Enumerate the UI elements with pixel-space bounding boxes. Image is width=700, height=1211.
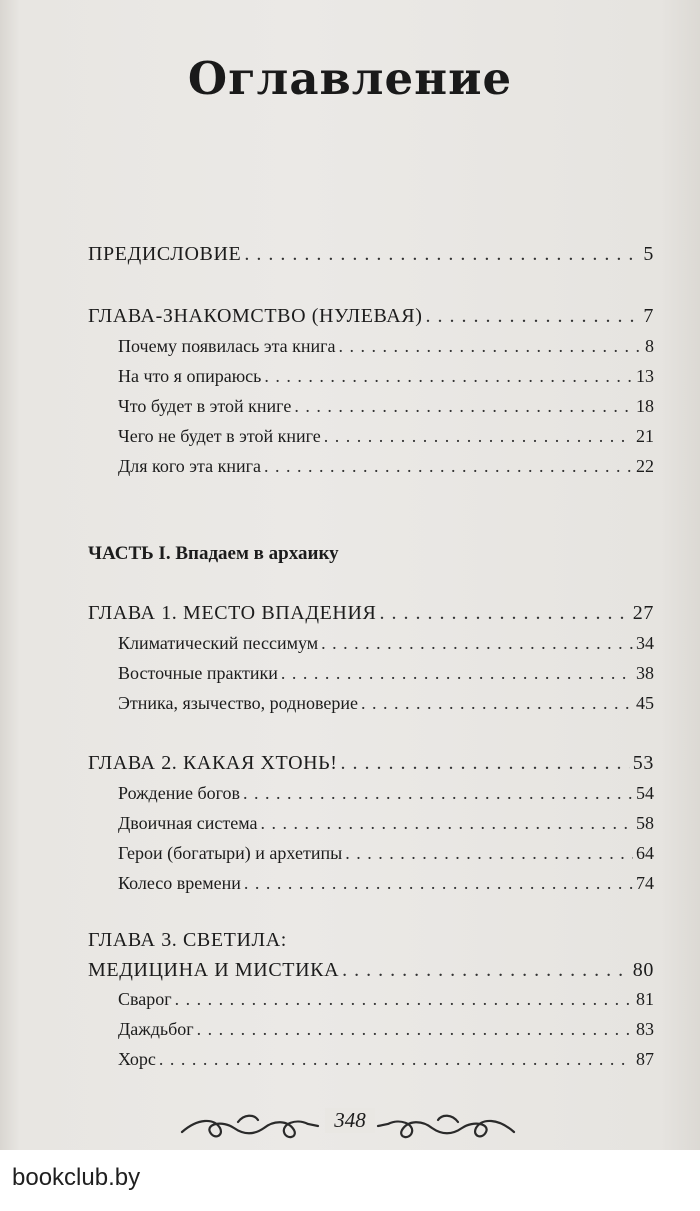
toc-section[interactable]	[118, 989, 654, 1010]
leader-dots	[159, 1049, 633, 1070]
toc-section-label: На что я опираюсь	[118, 366, 262, 386]
toc-section[interactable]	[118, 873, 654, 894]
toc-section-label: Рождение богов	[118, 783, 241, 803]
leader-dots	[281, 663, 633, 684]
toc-section-label: Что будет в этой книге	[118, 396, 292, 416]
leader-dots	[244, 243, 640, 266]
toc-entry-preface[interactable]	[88, 243, 654, 266]
toc-section-label: Колесо времени	[118, 873, 241, 893]
toc-entry-label: ГЛАВА-ЗНАКОМСТВО (НУЛЕВАЯ)	[88, 305, 423, 327]
leader-dots	[264, 456, 633, 477]
toc-entry-label: ГЛАВА 1. МЕСТО ВПАДЕНИЯ	[88, 602, 377, 624]
toc-entry-chapter-1[interactable]	[88, 602, 654, 625]
toc-page-number: 58	[636, 813, 654, 833]
toc-page-number: 83	[636, 1019, 654, 1039]
toc-page-number: 8	[645, 336, 654, 356]
toc-section[interactable]	[118, 336, 654, 357]
toc-entry-chapter-3-line1[interactable]: ГЛАВА 3. СВЕТИЛА:	[88, 929, 287, 951]
toc-entry-chapter-3[interactable]	[88, 959, 654, 982]
toc-entry-label: ГЛАВА 2. КАКАЯ ХТОНЬ!	[88, 752, 338, 774]
toc-entry-chapter-2[interactable]	[88, 752, 654, 775]
toc-entry-label: ПРЕДИСЛОВИЕ	[88, 243, 242, 265]
watermark: bookclub.by	[12, 1164, 141, 1191]
toc-page-number: 22	[636, 456, 654, 476]
toc-section-label: Этника, язычество, родноверие	[118, 693, 358, 713]
toc-section[interactable]	[118, 456, 654, 477]
toc-section-label: Даждьбог	[118, 1019, 194, 1039]
toc-page-number: 18	[636, 396, 654, 416]
toc-page-number: 7	[643, 305, 654, 327]
leader-dots	[361, 693, 633, 714]
toc-section-label: Герои (богатыри) и архетипы	[118, 843, 343, 863]
toc-section-label: Чего не будет в этой книге	[118, 426, 321, 446]
toc-page-number: 81	[636, 989, 654, 1009]
toc-page-number: 13	[636, 366, 654, 386]
toc-section[interactable]	[118, 813, 654, 834]
toc-section[interactable]	[118, 366, 654, 387]
page-number: 348	[325, 1108, 375, 1133]
toc-page-number: 64	[636, 843, 654, 863]
leader-dots	[425, 305, 640, 328]
toc-page-number: 80	[632, 959, 654, 981]
toc-section[interactable]	[118, 426, 654, 447]
toc-section-label: Восточные практики	[118, 663, 278, 683]
toc-section[interactable]	[118, 633, 654, 654]
leader-dots	[379, 602, 629, 625]
toc-page-number: 87	[636, 1049, 654, 1069]
toc-page-number: 53	[632, 752, 654, 774]
toc-page-number: 5	[643, 243, 654, 265]
toc-section-label: Хорс	[118, 1049, 156, 1069]
leader-dots	[324, 426, 633, 447]
toc-section[interactable]	[118, 1049, 654, 1070]
toc-page-number: 34	[636, 633, 654, 653]
toc-page-number: 27	[632, 602, 654, 624]
toc-entry-label: МЕДИЦИНА И МИСТИКА	[88, 959, 340, 981]
toc-section-label: Сварог	[118, 989, 172, 1009]
leader-dots	[264, 366, 633, 387]
toc-section-label: Двоичная система	[118, 813, 258, 833]
page-title: Оглавление	[187, 52, 513, 105]
leader-dots	[339, 336, 642, 357]
leader-dots	[294, 396, 633, 417]
toc-section-label: Климатический пессимум	[118, 633, 319, 653]
toc-section[interactable]	[118, 843, 654, 864]
leader-dots	[342, 959, 630, 982]
toc-section[interactable]	[118, 693, 654, 714]
toc-section-label: Для кого эта книга	[118, 456, 261, 476]
leader-dots	[345, 843, 633, 864]
leader-dots	[244, 873, 633, 894]
toc-section[interactable]	[118, 396, 654, 417]
part-heading: ЧАСТЬ I. Впадаем в архаику	[88, 543, 339, 564]
leader-dots	[243, 783, 633, 804]
toc-section[interactable]	[118, 1019, 654, 1040]
toc-page-number: 38	[636, 663, 654, 683]
toc-page-number: 54	[636, 783, 654, 803]
toc-section-label: Почему появилась эта книга	[118, 336, 336, 356]
leader-dots	[321, 633, 633, 654]
toc-page-number: 45	[636, 693, 654, 713]
toc-section[interactable]	[118, 783, 654, 804]
leader-dots	[175, 989, 633, 1010]
toc-page-number: 21	[636, 426, 654, 446]
toc-page-number: 74	[636, 873, 654, 893]
leader-dots	[341, 752, 630, 775]
leader-dots	[260, 813, 633, 834]
toc-section[interactable]	[118, 663, 654, 684]
toc-entry-chapter-0[interactable]	[88, 305, 654, 328]
leader-dots	[197, 1019, 633, 1040]
